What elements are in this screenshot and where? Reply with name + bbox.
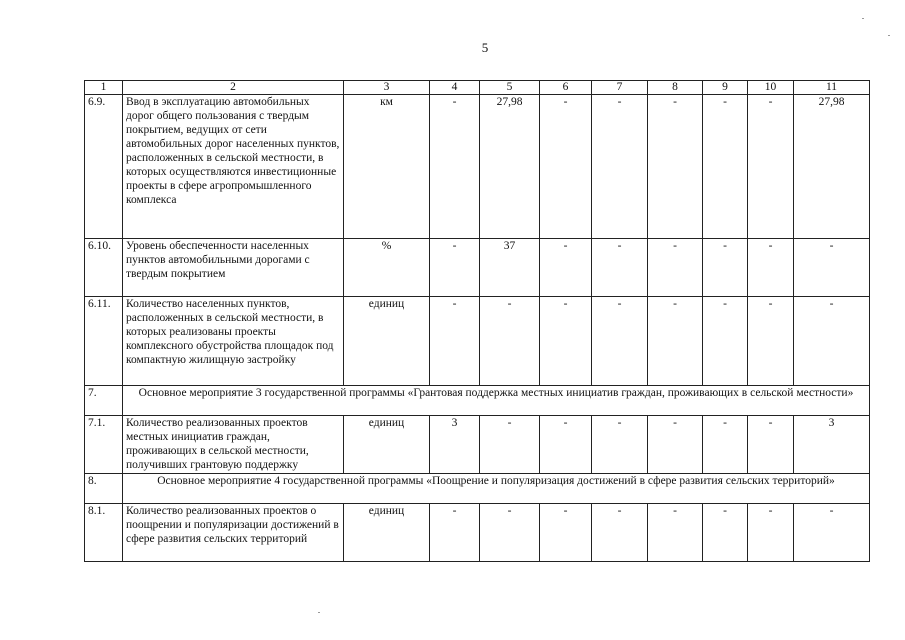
value-cell: 3 bbox=[794, 416, 870, 474]
row-number: 6.9. bbox=[85, 95, 123, 239]
indicator-name: Уровень обеспеченности населенных пунктов автомобильными дорогами с твердым покрытием bbox=[123, 239, 344, 297]
value-cell: - bbox=[703, 95, 748, 239]
value-cell: 3 bbox=[430, 416, 480, 474]
page-number: 5 bbox=[481, 40, 489, 55]
unit-cell: км bbox=[344, 95, 430, 239]
header-cell: 5 bbox=[480, 81, 540, 95]
value-cell: - bbox=[480, 416, 540, 474]
table-row bbox=[85, 239, 870, 297]
section-row bbox=[85, 474, 870, 504]
header-row bbox=[85, 81, 870, 95]
row-number: 7.1. bbox=[85, 416, 123, 474]
header-cell: 10 bbox=[748, 81, 794, 95]
value-cell: - bbox=[703, 239, 748, 297]
value-cell: - bbox=[794, 297, 870, 386]
unit-cell: % bbox=[344, 239, 430, 297]
value-cell: - bbox=[540, 239, 592, 297]
value-cell: - bbox=[748, 416, 794, 474]
row-number: 8. bbox=[85, 474, 123, 504]
row-number: 7. bbox=[85, 386, 123, 416]
value-cell: - bbox=[540, 416, 592, 474]
header-cell: 3 bbox=[344, 81, 430, 95]
unit-cell: единиц bbox=[344, 416, 430, 474]
value-cell: 37 bbox=[480, 239, 540, 297]
value-cell: - bbox=[703, 416, 748, 474]
unit-cell: единиц bbox=[344, 297, 430, 386]
section-title: Основное мероприятие 4 государственной программы «Поощрение и популяризация достижений в сфере развития сельских территорий» bbox=[123, 474, 870, 504]
value-cell: - bbox=[748, 95, 794, 239]
section-title: Основное мероприятие 3 государственной программы «Грантовая поддержка местных инициатив граждан, проживающих в сельской местности» bbox=[123, 386, 870, 416]
value-cell: - bbox=[648, 297, 703, 386]
value-cell: 27,98 bbox=[794, 95, 870, 239]
row-number: 6.11. bbox=[85, 297, 123, 386]
indicator-name: Количество реализованных проектов местных инициатив граждан, проживающих в сельской местности, получивших грантовую поддержку bbox=[123, 416, 344, 474]
value-cell: - bbox=[592, 239, 648, 297]
value-cell: - bbox=[592, 416, 648, 474]
unit-cell: единиц bbox=[344, 504, 430, 562]
header-cell: 7 bbox=[592, 81, 648, 95]
value-cell: - bbox=[648, 239, 703, 297]
value-cell: - bbox=[794, 504, 870, 562]
header-cell: 6 bbox=[540, 81, 592, 95]
value-cell: - bbox=[430, 239, 480, 297]
row-number: 8.1. bbox=[85, 504, 123, 562]
header-cell: 8 bbox=[648, 81, 703, 95]
value-cell: 27,98 bbox=[480, 95, 540, 239]
value-cell: - bbox=[703, 504, 748, 562]
value-cell: - bbox=[648, 504, 703, 562]
value-cell: - bbox=[540, 504, 592, 562]
value-cell: - bbox=[480, 297, 540, 386]
value-cell: - bbox=[540, 297, 592, 386]
value-cell: - bbox=[430, 95, 480, 239]
value-cell: - bbox=[592, 95, 648, 239]
header-cell: 11 bbox=[794, 81, 870, 95]
indicators-table bbox=[84, 80, 870, 562]
value-cell: - bbox=[648, 95, 703, 239]
value-cell: - bbox=[748, 504, 794, 562]
table-row bbox=[85, 95, 870, 239]
table-row bbox=[85, 504, 870, 562]
value-cell: - bbox=[748, 239, 794, 297]
value-cell: - bbox=[430, 297, 480, 386]
indicator-name: Ввод в эксплуатацию автомобильных дорог общего пользования с твердым покрытием, ведущих от сети автомобильных дорог населенных пунктов, расположенных в сельской местности, в которых осуществляются инвестиционные проекты в сфере агропромышленного комплекса bbox=[123, 95, 344, 239]
indicator-name: Количество населенных пунктов, расположенных в сельской местности, в которых реализованы проекты комплексного обустройства площадок под компактную жилищную застройку bbox=[123, 297, 344, 386]
header-cell: 1 bbox=[85, 81, 123, 95]
section-row bbox=[85, 386, 870, 416]
value-cell: - bbox=[592, 297, 648, 386]
header-cell: 4 bbox=[430, 81, 480, 95]
row-number: 6.10. bbox=[85, 239, 123, 297]
scan-speck bbox=[318, 612, 320, 613]
table-row bbox=[85, 416, 870, 474]
indicator-name: Количество реализованных проектов о поощрении и популяризации достижений в сфере развития сельских территорий bbox=[123, 504, 344, 562]
table-row bbox=[85, 297, 870, 386]
value-cell: - bbox=[592, 504, 648, 562]
header-cell: 2 bbox=[123, 81, 344, 95]
scan-speck bbox=[862, 18, 864, 19]
value-cell: - bbox=[430, 504, 480, 562]
value-cell: - bbox=[540, 95, 592, 239]
value-cell: - bbox=[703, 297, 748, 386]
value-cell: - bbox=[794, 239, 870, 297]
value-cell: - bbox=[480, 504, 540, 562]
value-cell: - bbox=[648, 416, 703, 474]
scan-speck bbox=[888, 35, 890, 36]
value-cell: - bbox=[748, 297, 794, 386]
header-cell: 9 bbox=[703, 81, 748, 95]
